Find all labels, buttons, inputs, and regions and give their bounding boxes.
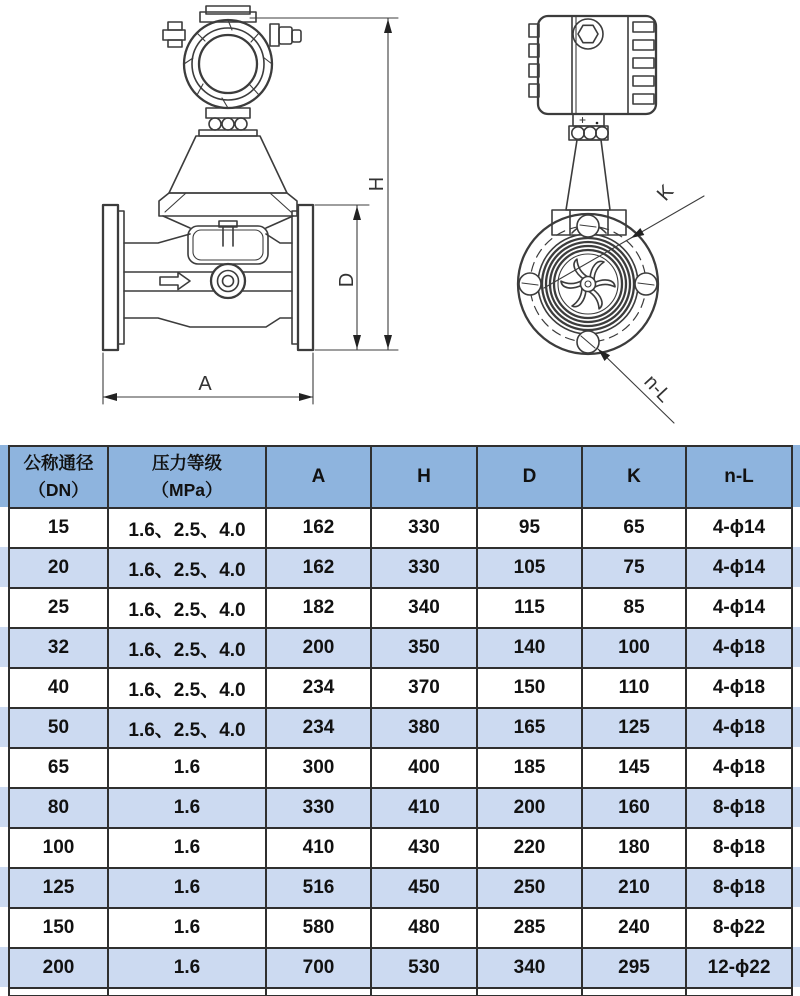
cell-mpa: 1.6、2.5、4.0 — [108, 588, 266, 628]
cell-k: 160 — [582, 788, 686, 828]
cell-dn: 25 — [9, 588, 108, 628]
cell-mpa: 1.6 — [108, 748, 266, 788]
cell-k: 75 — [582, 548, 686, 588]
cell-empty — [108, 988, 266, 996]
table-row — [9, 708, 792, 748]
cell-a: 300 — [266, 748, 371, 788]
table-row — [9, 548, 792, 588]
col-header-d: D — [477, 446, 582, 508]
cell-a: 330 — [266, 788, 371, 828]
cell-h: 400 — [371, 748, 477, 788]
cell-d: 340 — [477, 948, 582, 988]
front-view — [103, 6, 398, 404]
cell-empty — [686, 988, 792, 996]
table-row-partial — [9, 988, 792, 996]
cell-d: 165 — [477, 708, 582, 748]
cell-a: 182 — [266, 588, 371, 628]
mounting-bracket — [159, 193, 297, 216]
cell-a: 700 — [266, 948, 371, 988]
cell-k: 85 — [582, 588, 686, 628]
cell-a: 234 — [266, 668, 371, 708]
cell-h: 530 — [371, 948, 477, 988]
cell-d: 95 — [477, 508, 582, 548]
cell-h: 330 — [371, 508, 477, 548]
cell-d: 285 — [477, 908, 582, 948]
cell-d: 140 — [477, 628, 582, 668]
dim-label-k: K — [652, 180, 679, 206]
cell-nl: 8-ϕ18 — [686, 868, 792, 908]
col-header-h: H — [371, 446, 477, 508]
leader-nl — [598, 349, 675, 423]
cell-h: 380 — [371, 708, 477, 748]
cell-h: 340 — [371, 588, 477, 628]
table-row — [9, 588, 792, 628]
cell-dn: 20 — [9, 548, 108, 588]
cell-k: 240 — [582, 908, 686, 948]
dimension-table — [8, 445, 793, 996]
cell-dn: 80 — [9, 788, 108, 828]
col-header-mpa — [108, 446, 266, 508]
cell-dn: 65 — [9, 748, 108, 788]
cell-h: 330 — [371, 548, 477, 588]
flange-left — [103, 205, 124, 350]
table-row — [9, 868, 792, 908]
cell-nl: 12-ϕ22 — [686, 948, 792, 988]
cell-k: 65 — [582, 508, 686, 548]
table-row — [9, 828, 792, 868]
cell-a: 410 — [266, 828, 371, 868]
cell-dn: 200 — [9, 948, 108, 988]
cell-empty — [9, 988, 108, 996]
cell-h: 430 — [371, 828, 477, 868]
cell-nl: 8-ϕ22 — [686, 908, 792, 948]
dim-label-h: H — [366, 176, 388, 192]
bolt-hole — [577, 215, 599, 237]
col-header-dn-line2: （DN） — [28, 480, 89, 500]
cell-dn: 15 — [9, 508, 108, 548]
cable-gland-right-icon — [270, 24, 301, 46]
cell-nl: 4-ϕ18 — [686, 628, 792, 668]
dim-label-nl: n-L — [639, 370, 676, 407]
cell-empty — [371, 988, 477, 996]
cable-gland-left-icon — [163, 22, 185, 47]
flange-right — [292, 205, 313, 350]
transmitter-head-front — [163, 6, 301, 108]
cell-dn: 125 — [9, 868, 108, 908]
cell-mpa: 1.6 — [108, 868, 266, 908]
cell-mpa: 1.6 — [108, 908, 266, 948]
sensor-circle — [211, 264, 245, 298]
cell-k: 100 — [582, 628, 686, 668]
cell-a: 516 — [266, 868, 371, 908]
cell-k: 295 — [582, 948, 686, 988]
cell-h: 370 — [371, 668, 477, 708]
col-header-a: A — [266, 446, 371, 508]
meter-body — [124, 216, 293, 327]
cell-nl: 4-ϕ18 — [686, 748, 792, 788]
col-header-dn-line1: 公称通径 — [23, 452, 94, 473]
cell-h: 350 — [371, 628, 477, 668]
cell-mpa: 1.6 — [108, 828, 266, 868]
side-view — [518, 16, 704, 423]
cell-empty — [582, 988, 686, 996]
cell-dn: 150 — [9, 908, 108, 948]
cell-d: 150 — [477, 668, 582, 708]
bolt-hole — [519, 273, 541, 295]
table-row — [9, 788, 792, 828]
conduit-port-icon — [573, 19, 603, 49]
cell-mpa: 1.6、2.5、4.0 — [108, 548, 266, 588]
cell-d: 105 — [477, 548, 582, 588]
cell-nl: 8-ϕ18 — [686, 788, 792, 828]
col-header-k: K — [582, 446, 686, 508]
cell-empty — [477, 988, 582, 996]
cell-empty — [266, 988, 371, 996]
table-row — [9, 948, 792, 988]
dim-d — [315, 205, 398, 350]
cell-dn: 50 — [9, 708, 108, 748]
cell-nl: 4-ϕ14 — [686, 508, 792, 548]
cell-d: 220 — [477, 828, 582, 868]
technical-drawing — [0, 0, 800, 440]
cell-nl: 8-ϕ18 — [686, 828, 792, 868]
cell-d: 115 — [477, 588, 582, 628]
cell-h: 480 — [371, 908, 477, 948]
flow-arrow-icon — [160, 273, 190, 290]
cell-k: 110 — [582, 668, 686, 708]
header-row — [9, 446, 792, 508]
cell-k: 145 — [582, 748, 686, 788]
cell-nl: 4-ϕ14 — [686, 548, 792, 588]
table-row — [9, 908, 792, 948]
table-row — [9, 668, 792, 708]
cell-nl: 4-ϕ18 — [686, 668, 792, 708]
cell-d: 185 — [477, 748, 582, 788]
cell-mpa: 1.6、2.5、4.0 — [108, 628, 266, 668]
cell-dn: 100 — [9, 828, 108, 868]
cell-dn: 40 — [9, 668, 108, 708]
cell-k: 125 — [582, 708, 686, 748]
cell-a: 234 — [266, 708, 371, 748]
cell-a: 162 — [266, 548, 371, 588]
cell-k: 180 — [582, 828, 686, 868]
cell-d: 200 — [477, 788, 582, 828]
cell-nl: 4-ϕ18 — [686, 708, 792, 748]
cell-nl: 4-ϕ14 — [686, 588, 792, 628]
impeller — [560, 259, 615, 309]
cell-h: 450 — [371, 868, 477, 908]
neck-front — [169, 108, 287, 193]
cell-mpa: 1.6、2.5、4.0 — [108, 508, 266, 548]
cell-mpa: 1.6、2.5、4.0 — [108, 708, 266, 748]
cell-d: 250 — [477, 868, 582, 908]
table-row — [9, 628, 792, 668]
transmitter-head-side — [529, 16, 656, 114]
col-header-mpa-line1: 压力等级 — [152, 452, 222, 473]
dim-label-a: A — [198, 373, 212, 395]
cell-mpa: 1.6、2.5、4.0 — [108, 668, 266, 708]
cell-k: 210 — [582, 868, 686, 908]
cell-a: 580 — [266, 908, 371, 948]
col-header-nl: n-L — [686, 446, 792, 508]
cell-dn: 32 — [9, 628, 108, 668]
cell-h: 410 — [371, 788, 477, 828]
col-header-dn — [9, 446, 108, 508]
col-header-mpa-line2: （MPa） — [151, 480, 223, 500]
bolt-hole — [577, 331, 599, 353]
bolt-hole — [635, 273, 657, 295]
table-row — [9, 748, 792, 788]
cell-a: 162 — [266, 508, 371, 548]
table-row — [9, 508, 792, 548]
dim-a — [103, 353, 313, 404]
dim-label-d: D — [336, 272, 358, 288]
cell-mpa: 1.6 — [108, 948, 266, 988]
cell-a: 200 — [266, 628, 371, 668]
cell-mpa: 1.6 — [108, 788, 266, 828]
